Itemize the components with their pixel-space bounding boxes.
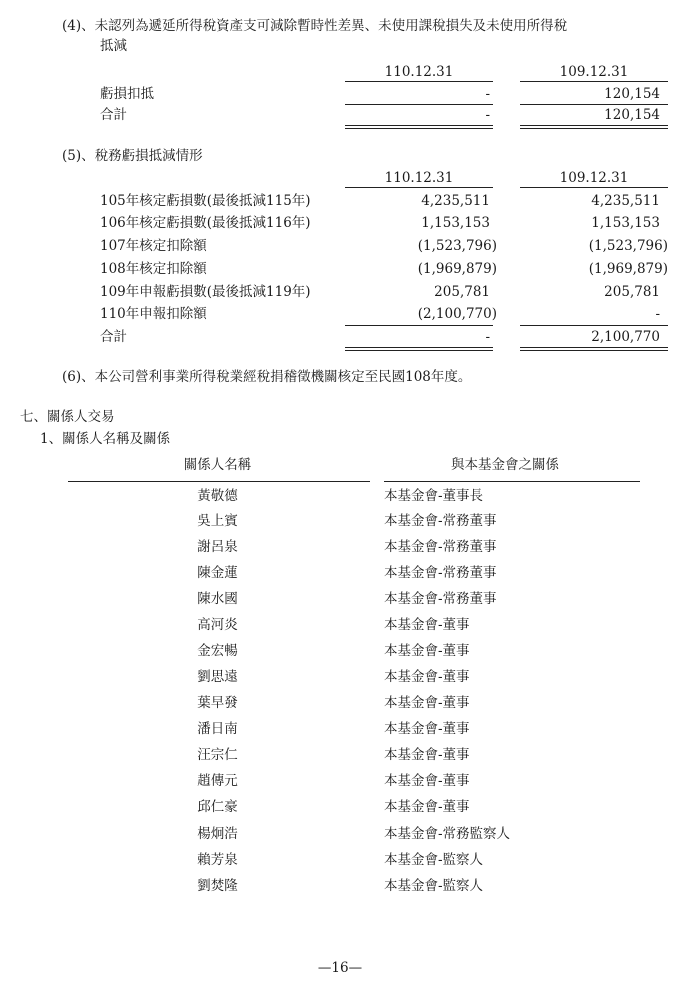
s5-col2-header: 109.12.31 xyxy=(559,170,629,186)
related-party-name: 汪宗仁 xyxy=(197,747,238,763)
related-party-name: 賴芳泉 xyxy=(197,852,238,868)
s5-total-label: 合計 xyxy=(100,329,127,345)
related-party-relation: 本基金會-常務監察人 xyxy=(384,826,511,842)
s4-total-double-rule-2 xyxy=(520,125,668,129)
s4-subtotal-rule-2 xyxy=(520,104,668,105)
related-party-name: 高河炎 xyxy=(197,617,238,633)
s5-row-v1: (1,969,879) xyxy=(417,261,497,277)
related-party-name: 謝呂泉 xyxy=(197,539,238,555)
related-party-name: 黃敬德 xyxy=(197,488,238,504)
related-party-name: 潘日南 xyxy=(197,721,238,737)
related-party-relation: 本基金會-監察人 xyxy=(384,852,484,868)
s4-total-double-rule-1 xyxy=(345,125,493,129)
s7-title: 七、關係人交易 xyxy=(20,409,115,425)
s5-row-v2: 205,781 xyxy=(604,284,660,300)
s4-row-v1: - xyxy=(485,86,490,102)
s5-col1-header: 110.12.31 xyxy=(384,170,454,186)
s4-row-label: 虧損扣抵 xyxy=(100,86,154,102)
related-party-relation: 本基金會-董事 xyxy=(384,617,470,633)
s5-total-v2: 2,100,770 xyxy=(591,329,660,345)
s5-row-label: 105年核定虧損數(最後抵減115年) xyxy=(100,193,311,209)
s5-col2-header-rule xyxy=(520,187,668,188)
s5-row-v2: (1,523,796) xyxy=(588,238,668,254)
page-number: —16— xyxy=(317,960,363,976)
related-party-relation: 本基金會-董事 xyxy=(384,747,470,763)
s6-text: (6)、本公司營利事業所得稅業經稅捐稽徵機關核定至民國108年度。 xyxy=(62,369,472,385)
related-party-name: 陳金蓮 xyxy=(197,565,238,581)
s7-col2-header: 與本基金會之關係 xyxy=(451,457,559,473)
s5-row-v2: (1,969,879) xyxy=(588,261,668,277)
s5-row-v1: (2,100,770) xyxy=(417,306,497,322)
s4-col1-header-rule xyxy=(345,81,493,82)
related-party-name: 趙傳元 xyxy=(197,773,238,789)
s4-title-line2: 抵減 xyxy=(100,38,127,54)
related-party-relation: 本基金會-常務董事 xyxy=(384,565,497,581)
related-party-relation: 本基金會-董事長 xyxy=(384,488,484,504)
s5-row-label: 109年申報虧損數(最後抵減119年) xyxy=(100,284,311,300)
s5-row-v1: 1,153,153 xyxy=(421,215,490,231)
s5-total-double-rule-1 xyxy=(345,347,493,351)
s5-title: (5)、稅務虧損抵減情形 xyxy=(62,148,203,164)
related-party-name: 邱仁豪 xyxy=(197,799,238,815)
s5-subtotal-rule-1 xyxy=(345,325,493,326)
related-party-name: 葉早發 xyxy=(197,695,238,711)
s7-col1-header: 關係人名稱 xyxy=(183,457,252,473)
s5-row-label: 107年核定扣除額 xyxy=(100,238,207,254)
related-party-relation: 本基金會-董事 xyxy=(384,695,470,711)
related-party-name: 陳水國 xyxy=(197,591,238,607)
s5-row-v2: 4,235,511 xyxy=(591,193,660,209)
s4-total-label: 合計 xyxy=(100,107,127,123)
related-party-relation: 本基金會-監察人 xyxy=(384,878,484,894)
s7-sub-title: 1、關係人名稱及關係 xyxy=(40,431,171,447)
related-party-relation: 本基金會-董事 xyxy=(384,773,470,789)
related-party-relation: 本基金會-常務董事 xyxy=(384,591,497,607)
s5-col1-header-rule xyxy=(345,187,493,188)
s5-subtotal-rule-2 xyxy=(520,325,668,326)
related-party-relation: 本基金會-董事 xyxy=(384,669,470,685)
related-party-relation: 本基金會-董事 xyxy=(384,799,470,815)
s5-total-double-rule-2 xyxy=(520,347,668,351)
s4-subtotal-rule-1 xyxy=(345,104,493,105)
related-party-name: 吳上賓 xyxy=(197,513,238,529)
s5-row-v2: 1,153,153 xyxy=(591,215,660,231)
related-party-name: 劉思遠 xyxy=(197,669,238,685)
s5-row-label: 108年核定扣除額 xyxy=(100,261,207,277)
s4-col1-header: 110.12.31 xyxy=(384,64,454,80)
s5-row-v2: - xyxy=(655,306,660,322)
s4-title-line1: (4)、未認列為遞延所得稅資產支可減除暫時性差異、未使用課稅損失及未使用所得稅 xyxy=(62,18,568,34)
s4-col2-header-rule xyxy=(520,81,668,82)
related-party-name: 金宏暢 xyxy=(197,643,238,659)
s5-row-v1: 205,781 xyxy=(434,284,490,300)
s5-row-label: 110年申報扣除額 xyxy=(100,306,207,322)
s4-total-v1: - xyxy=(485,107,490,123)
s5-row-v1: 4,235,511 xyxy=(421,193,490,209)
related-party-relation: 本基金會-常務董事 xyxy=(384,513,497,529)
related-party-relation: 本基金會-董事 xyxy=(384,721,470,737)
related-party-relation: 本基金會-常務董事 xyxy=(384,539,497,555)
s4-col2-header: 109.12.31 xyxy=(559,64,629,80)
s4-total-v2: 120,154 xyxy=(604,107,660,123)
s7-col2-header-rule xyxy=(384,481,640,482)
s5-row-v1: (1,523,796) xyxy=(417,238,497,254)
s7-col1-header-rule xyxy=(68,481,370,482)
s4-row-v2: 120,154 xyxy=(604,86,660,102)
s5-row-label: 106年核定虧損數(最後抵減116年) xyxy=(100,215,311,231)
related-party-relation: 本基金會-董事 xyxy=(384,643,470,659)
related-party-name: 楊炯浩 xyxy=(197,826,238,842)
related-party-name: 劉焚隆 xyxy=(197,878,238,894)
s5-total-v1: - xyxy=(485,329,490,345)
